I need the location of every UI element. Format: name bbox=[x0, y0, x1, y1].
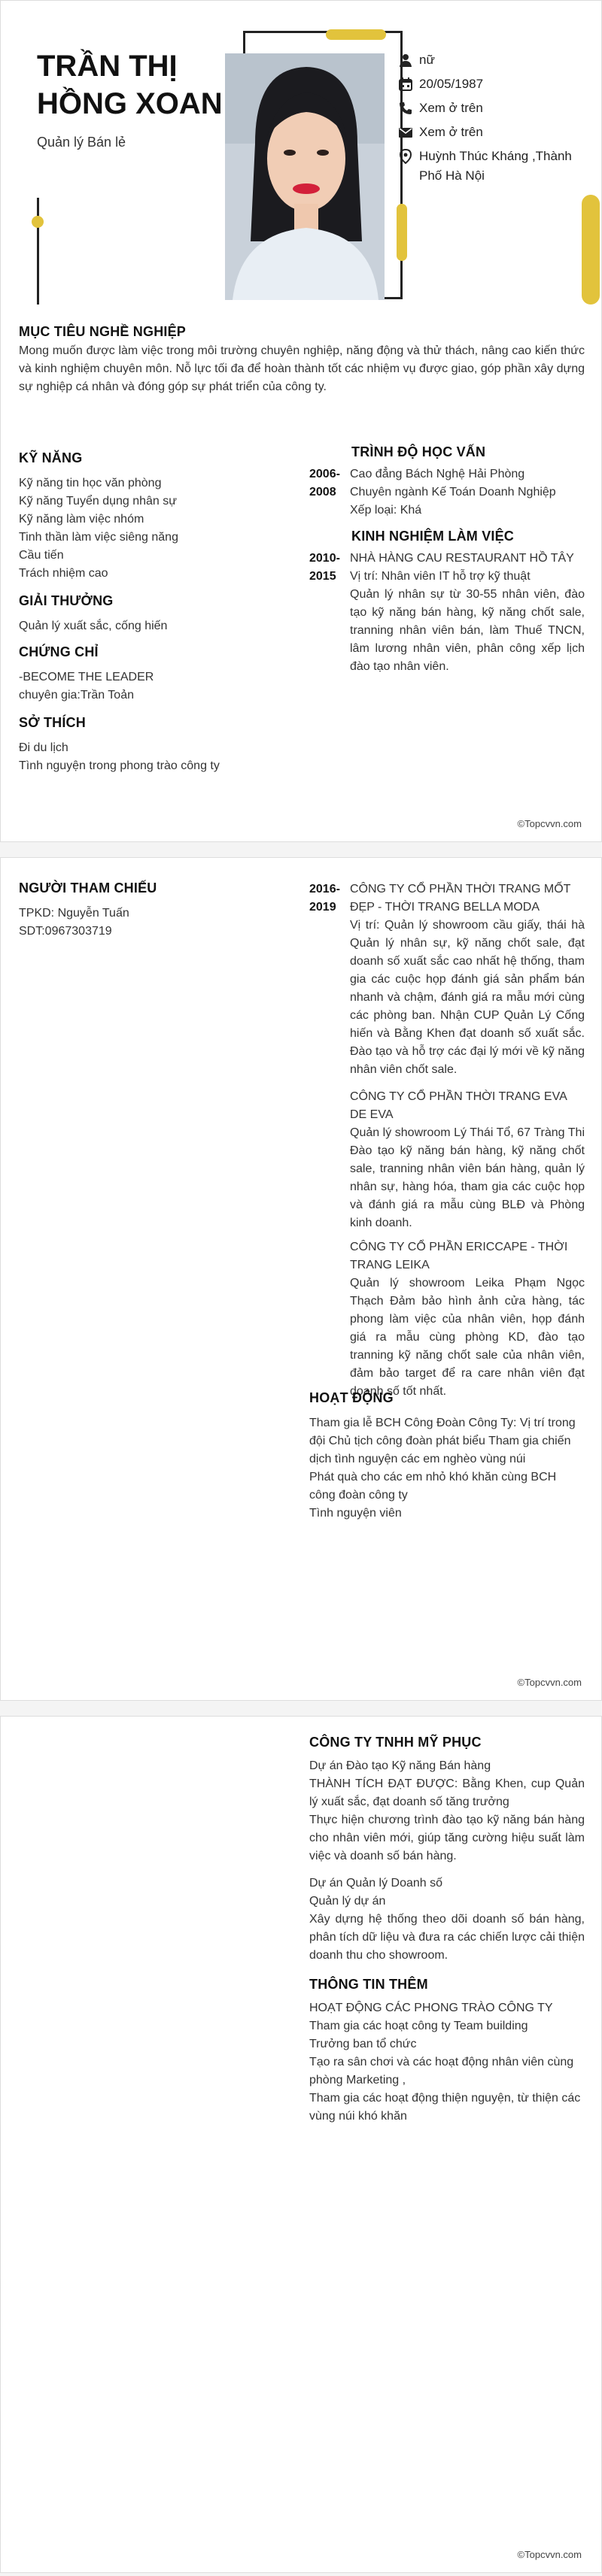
hobbies-list bbox=[19, 739, 220, 775]
award-item: Quản lý xuất sắc, cống hiến bbox=[19, 620, 168, 632]
decor-dot bbox=[32, 216, 44, 228]
company-details bbox=[309, 1757, 585, 1965]
skill-item: Kỹ năng làm việc nhóm bbox=[19, 513, 144, 526]
job2-year-end: 2019 bbox=[309, 901, 336, 914]
skills-title: KỸ NĂNG bbox=[19, 450, 83, 465]
decor-bar-top bbox=[326, 29, 386, 40]
job4-company: CÔNG TY CỔ PHẦN ERICCAPE - THỜI TRANG LEIKA bbox=[350, 1241, 568, 1271]
education-line: Cao đẳng Bách Nghệ Hải Phòng bbox=[350, 468, 525, 480]
contact-info bbox=[398, 50, 586, 190]
job1-years bbox=[309, 550, 340, 586]
education-year-start: 2006- bbox=[309, 468, 340, 480]
job1-year-start: 2010- bbox=[309, 552, 340, 565]
job-title: Quản lý Bán lẻ bbox=[37, 135, 126, 150]
contact-phone bbox=[398, 98, 586, 118]
cv-page-1 bbox=[0, 0, 602, 842]
birthday-value: 20/05/1987 bbox=[419, 77, 484, 91]
activities-text-3: Tình nguyện viên bbox=[309, 1507, 402, 1520]
location-pin-icon bbox=[398, 149, 413, 164]
activities-text-2: Phát quà cho các em nhỏ khó khăn cùng BCH công đoàn công ty bbox=[309, 1471, 557, 1502]
activities-title: HOẠT ĐỘNG bbox=[309, 1390, 394, 1405]
job2-company: CÔNG TY CỔ PHẦN THỜI TRANG MỐT ĐẸP - THỜI TRANG BELLA MODA bbox=[350, 883, 571, 914]
decor-bar-right bbox=[582, 195, 600, 305]
certificates-list bbox=[19, 668, 154, 705]
reference-title: NGƯỜI THAM CHIẾU bbox=[19, 880, 157, 896]
education-details bbox=[350, 465, 585, 520]
photo-frame-left bbox=[243, 31, 245, 53]
objective-text: Mong muốn được làm việc trong môi trường chuyên nghiệp, năng động và thử thách, nâng cao kiến thức và kinh nghiệm chuyên môn. Nỗ lực tối đa để hoàn thành tốt các nhiệm vụ được giao, góp phần xây dựng sự nghiệp cá nhân và đóng góp sự phát triển của công ty. bbox=[19, 344, 585, 393]
company-title: CÔNG TY TNHH MỸ PHỤC bbox=[309, 1735, 482, 1750]
candidate-name bbox=[37, 47, 225, 123]
project1-achievement: THÀNH TÍCH ĐẠT ĐƯỢC: Bằng Khen, cup Quản lý xuất sắc, đạt doanh số tăng trưởng bbox=[309, 1777, 585, 1808]
job2-years bbox=[309, 880, 340, 917]
footer-credit: ©Topcvvn.com bbox=[517, 1677, 582, 1688]
education-line: Chuyên ngành Kế Toán Doanh Nghiệp bbox=[350, 486, 556, 499]
job3-company: CÔNG TY CỔ PHẦN THỜI TRANG EVA DE EVA bbox=[350, 1090, 567, 1121]
job3-description: Quản lý showroom Lý Thái Tổ, 67 Tràng Thi Đào tạo kỹ năng bán hàng, kỹ năng chốt sale, tranning nhân viên bán hàng, quản lý nhân sự, hàng hóa, tham gia các cuộc họp và đánh giá ra mẫu cùng BLĐ và Phòng kinh doanh. bbox=[350, 1126, 585, 1229]
contact-gender bbox=[398, 50, 586, 70]
certificate-item: chuyên gia:Trần Toản bbox=[19, 689, 134, 702]
job4-description: Quản lý showroom Leika Phạm Ngọc Thạch Đảm bảo hình ảnh cửa hàng, tác phong làm việc của nhân viên, họp đánh giá ra mẫu cùng phòng KD, đào tạo tranning kỹ năng chốt sale của nhân viên, đảm bảo target để ra care nhân viên đạt doanh số tốt nhất. bbox=[350, 1277, 585, 1398]
footer-credit: ©Topcvvn.com bbox=[517, 2549, 582, 2560]
certificates-title: CHỨNG CHỈ bbox=[19, 644, 99, 659]
skill-item: Trách nhiệm cao bbox=[19, 567, 108, 580]
email-value: Xem ở trên bbox=[419, 125, 483, 139]
extra-item: Trưởng ban tổ chức bbox=[309, 2038, 417, 2050]
email-icon bbox=[398, 125, 413, 140]
skill-item: Kỹ năng tin học văn phòng bbox=[19, 477, 162, 489]
extra-title: THÔNG TIN THÊM bbox=[309, 1977, 428, 1992]
objective-title: MỤC TIÊU NGHỀ NGHIỆP bbox=[19, 324, 187, 339]
user-icon bbox=[398, 53, 413, 68]
skill-item: Cầu tiến bbox=[19, 549, 64, 562]
reference-list bbox=[19, 905, 129, 941]
activities-details bbox=[309, 1414, 585, 1523]
experience-title: KINH NGHIỆM LÀM VIỆC bbox=[351, 529, 515, 544]
skill-item: Kỹ năng Tuyển dụng nhân sự bbox=[19, 495, 177, 508]
extra-item: HOẠT ĐỘNG CÁC PHONG TRÀO CÔNG TY bbox=[309, 2002, 553, 2014]
job1-year-end: 2015 bbox=[309, 570, 336, 583]
address-value: Huỳnh Thúc Kháng ,Thành Phố Hà Nội bbox=[419, 149, 572, 183]
skill-item: Tinh thần làm việc siêng năng bbox=[19, 531, 178, 544]
project1-description: Thực hiện chương trình đào tạo kỹ năng bán hàng cho nhân viên mới, giúp tăng cường hiệu suất làm việc và doanh số bán hàng. bbox=[309, 1814, 585, 1862]
reference-item: TPKD: Nguyễn Tuấn bbox=[19, 907, 129, 920]
gender-value: nữ bbox=[419, 53, 435, 67]
footer-credit: ©Topcvvn.com bbox=[517, 818, 582, 829]
education-years bbox=[309, 465, 340, 502]
job3-details bbox=[350, 1088, 585, 1232]
job1-company: NHÀ HÀNG CAU RESTAURANT HỒ TÂY bbox=[350, 552, 574, 565]
decor-bar-side bbox=[397, 204, 407, 261]
awards-title: GIẢI THƯỞNG bbox=[19, 593, 114, 608]
skills-list bbox=[19, 474, 275, 583]
profile-photo bbox=[225, 53, 385, 300]
phone-value: Xem ở trên bbox=[419, 101, 483, 115]
job2-description: Vị trí: Quản lý showroom cầu giấy, thái hà Quản lý nhân sự, kỹ năng chốt sale, đạt doanh số xuất sắc cao nhất hệ thống, tham gia các cuộc họp đánh giá sản phẩm bán nhanh và chậm, đánh giá ra mẫu mới cùng các phòng ban. Nhận CUP Quản Lý Cống hiến và Bằng Khen đạt doanh số xuất sắc. Đào tạo và hỗ trợ các đại lý mới về kỹ năng nhân viên chốt sale. bbox=[350, 919, 585, 1076]
job1-description: Quản lý nhân sự từ 30-55 nhân viên, đào tạo kỹ năng bán hàng, kỹ năng chốt sale, tranning nhân viên bán, làm Thuế TNCN, lâm lương nhân viên, phân công xếp lịch đào tạo nhân viên. bbox=[350, 588, 585, 673]
activities-text: Tham gia lễ BCH Công Đoàn Công Ty: Vị trí trong đội Chủ tịch công đoàn phát biểu Tham gia chiến dịch tình nguyện các em nghèo vùng núi bbox=[309, 1417, 576, 1465]
job1-position: Vị trí: Nhân viên IT hỗ trợ kỹ thuật bbox=[350, 570, 531, 583]
contact-email bbox=[398, 123, 586, 142]
extra-details bbox=[309, 1999, 585, 2126]
cv-page-3 bbox=[0, 1716, 602, 2573]
project2-description: Xây dựng hệ thống theo dõi doanh số bán hàng, phân tích dữ liệu và đưa ra các chiến lược cải thiện doanh thu cho showroom. bbox=[309, 1913, 585, 1962]
hobbies-title: SỞ THÍCH bbox=[19, 715, 86, 730]
education-title: TRÌNH ĐỘ HỌC VẤN bbox=[351, 444, 486, 459]
name-line-2: HỒNG XOAN bbox=[37, 87, 223, 120]
job4-details bbox=[350, 1238, 585, 1401]
job2-year-start: 2016- bbox=[309, 883, 340, 896]
name-line-1: TRẦN THỊ bbox=[37, 50, 178, 83]
extra-description: Tạo ra sân chơi và các hoạt động nhân viên cùng phòng Marketing , bbox=[309, 2056, 574, 2087]
education-year-end: 2008 bbox=[309, 486, 336, 499]
phone-icon bbox=[398, 101, 413, 116]
project1-title: Dự án Đào tạo Kỹ năng Bán hàng bbox=[309, 1759, 491, 1772]
cv-page-2 bbox=[0, 857, 602, 1701]
extra-description-2: Tham gia các hoạt động thiện nguyện, từ thiện các vùng núi khó khăn bbox=[309, 2092, 581, 2123]
extra-item: Tham gia các hoạt công ty Team building bbox=[309, 2020, 528, 2032]
education-line: Xếp loại: Khá bbox=[350, 504, 422, 517]
project2-role: Quản lý dự án bbox=[309, 1895, 386, 1908]
hobby-item: Đi du lịch bbox=[19, 741, 68, 754]
hobby-item: Tình nguyện trong phong trào công ty bbox=[19, 759, 220, 772]
decor-line-left bbox=[37, 198, 39, 305]
reference-item: SDT:0967303719 bbox=[19, 925, 112, 938]
job2-details bbox=[350, 880, 585, 1079]
project2-title: Dự án Quản lý Doanh số bbox=[309, 1877, 443, 1890]
contact-address bbox=[398, 147, 586, 186]
contact-birthday bbox=[398, 74, 586, 94]
certificate-item: -BECOME THE LEADER bbox=[19, 671, 154, 683]
calendar-icon bbox=[398, 77, 413, 92]
job1-details bbox=[350, 550, 585, 676]
